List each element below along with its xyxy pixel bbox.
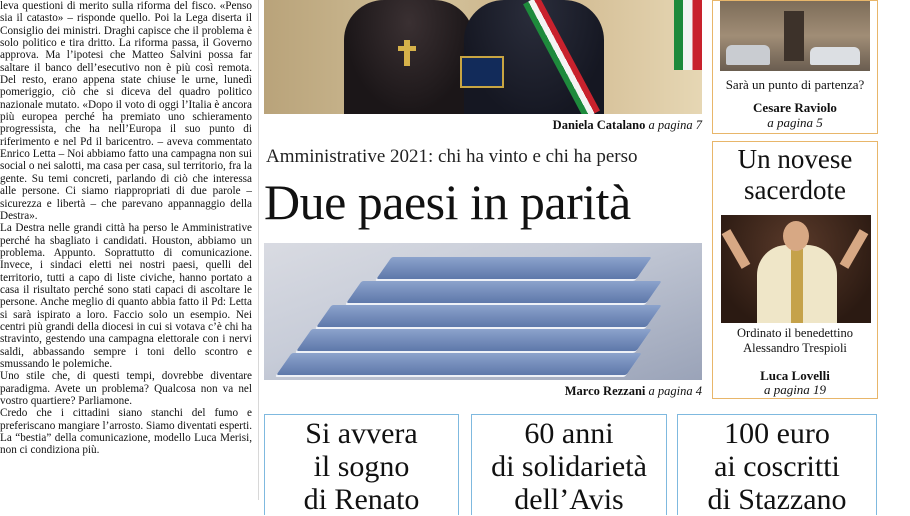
ballot-stack: [376, 257, 651, 279]
pectoral-cross: [404, 40, 410, 66]
side-box-page-ref: a pagina 19: [763, 382, 827, 397]
ballot-stack: [276, 353, 641, 375]
side-box-priest[interactable]: [712, 141, 878, 399]
desc-line2: Alessandro Trespioli: [743, 341, 847, 355]
parked-car: [726, 45, 770, 65]
teaser-title: [472, 417, 666, 516]
teaser-title: [678, 417, 876, 516]
desc-line1: Ordinato il benedettino: [737, 326, 853, 340]
column-divider: [258, 0, 259, 500]
teaser-line: ai coscritti: [714, 450, 840, 483]
teaser-line: 60 anni: [524, 417, 614, 450]
parked-car: [810, 47, 860, 65]
editorial-paragraph-1: leva questioni di merito sulla riforma del fisco. «Penso sia il catasto» – risponde quello. Poi la Lega diserta il Consiglio dei ministri. Draghi capisce che il problema è solo politico e tira dritto. La riforma passa, il Governo approva. Ma l’ipotesi che Matteo Salvini possa far saltare il banco dell’esecutivo non è più così remota. Del resto, erano appena state chiuse le urne, lunedì pomeriggio, ciò che si diceva del quadro politico nazionale mutato. «Dopo il voto di oggi l’Italia è ancora più europea perché ha premiato uno schieramento progressista, che ha nell’Europa il suo punto di riferimento e nel Pd il baricentro. – aveva commentato Enrico Letta – Noi abbiamo fatto una campagna non sui social o nei salotti, ma casa per casa, sul territorio, fra la gente. Su temi concreti, parlando di ciò che interessa alle persone. Ci siamo riappropriati di due parole – sicurezza e libertà – che parevano appannaggio della Destra».: [0, 0, 252, 222]
teaser-line: di solidarietà: [491, 450, 647, 483]
priest-head: [783, 221, 809, 251]
side-box-top[interactable]: [712, 0, 878, 134]
italian-flag: [674, 0, 702, 70]
teaser-title: [265, 417, 458, 516]
side-box-page-ref: a pagina 5: [767, 115, 823, 130]
side-box-author: Luca Lovelli: [760, 368, 830, 383]
golden-stole: [791, 249, 803, 323]
editorial-paragraph-3: Uno stile che, di questi tempi, dovrebbe diventare paradigma. Avete un problema? Qualcosa non va nel vostro quartiere? Parliamone.: [0, 370, 252, 407]
main-headline[interactable]: Due paesi in parità: [264, 174, 631, 230]
ballot-stack: [346, 281, 661, 303]
side-box-author: Cesare Raviolo: [753, 100, 837, 115]
side-box-description: [713, 326, 877, 356]
doorway: [784, 11, 804, 61]
caption-author: Daniela Catalano: [552, 118, 646, 132]
editorial-column: [0, 0, 252, 500]
side-box-title: [713, 144, 877, 206]
teaser-line: di Stazzano: [707, 483, 847, 516]
side-box-question: Sarà un punto di partenza?: [725, 77, 865, 92]
ballots-photo[interactable]: [264, 243, 702, 380]
ballot-stack: [316, 305, 661, 327]
caption-author: Marco Rezzani: [564, 384, 646, 398]
priest-photo: [721, 215, 871, 323]
ballot-stack: [296, 329, 651, 351]
teaser-line: di Renato: [303, 483, 420, 516]
teaser-line: 100 euro: [724, 417, 830, 450]
photo-caption-main: [264, 384, 702, 399]
story-kicker: Amministrative 2021: chi ha vinto e chi ha perso: [266, 146, 638, 167]
photo-caption-top: [264, 118, 702, 133]
editorial-paragraph-2: La Destra nelle grandi città ha perso le Amministrative perché ha sbagliato i candidati. Houston, abbiamo un problema. Appunto. Soprattutto di comunicazione. Invece, i sindaci eletti nei nostri paesi, quelli del territorio, tutti a capo di liste civiche, hanno portato a casa il risultato perché sono stati capaci di ascoltare le persone. Anche meglio di quanto abbia fatto il Pd: Letta si sarà ispirato a loro. Faccio solo un esempio. Nei centri più grandi della diocesi in cui si votava c’è chi ha stravinto, gestendo una campagna elettorale con i nervi saldi, abbassando sempre i toni dello scontro e smussando le polemiche.: [0, 222, 252, 370]
gift-box: [460, 56, 504, 88]
ceremony-photo[interactable]: [264, 0, 702, 114]
raised-arm: [840, 229, 869, 269]
raised-arm: [722, 229, 751, 269]
teaser-line: dell’Avis: [514, 483, 624, 516]
editorial-paragraph-4: Credo che i cittadini siano stanchi del fumo e preferiscano mangiare l’arrosto. Siamo diventati esperti. La “bestia” della comunicazione, modello Luca Merisi, non ci condiziona più.: [0, 407, 252, 457]
caption-page-ref: a pagina 7: [648, 118, 702, 132]
page-margin: [878, 0, 910, 500]
teaser-line: il sogno: [313, 450, 410, 483]
street-photo: [720, 1, 870, 71]
teaser-line: Si avvera: [305, 417, 418, 450]
side-box-title-line1: Un novese: [737, 144, 853, 174]
side-box-title-line2: sacerdote: [744, 175, 846, 205]
caption-page-ref: a pagina 4: [648, 384, 702, 398]
